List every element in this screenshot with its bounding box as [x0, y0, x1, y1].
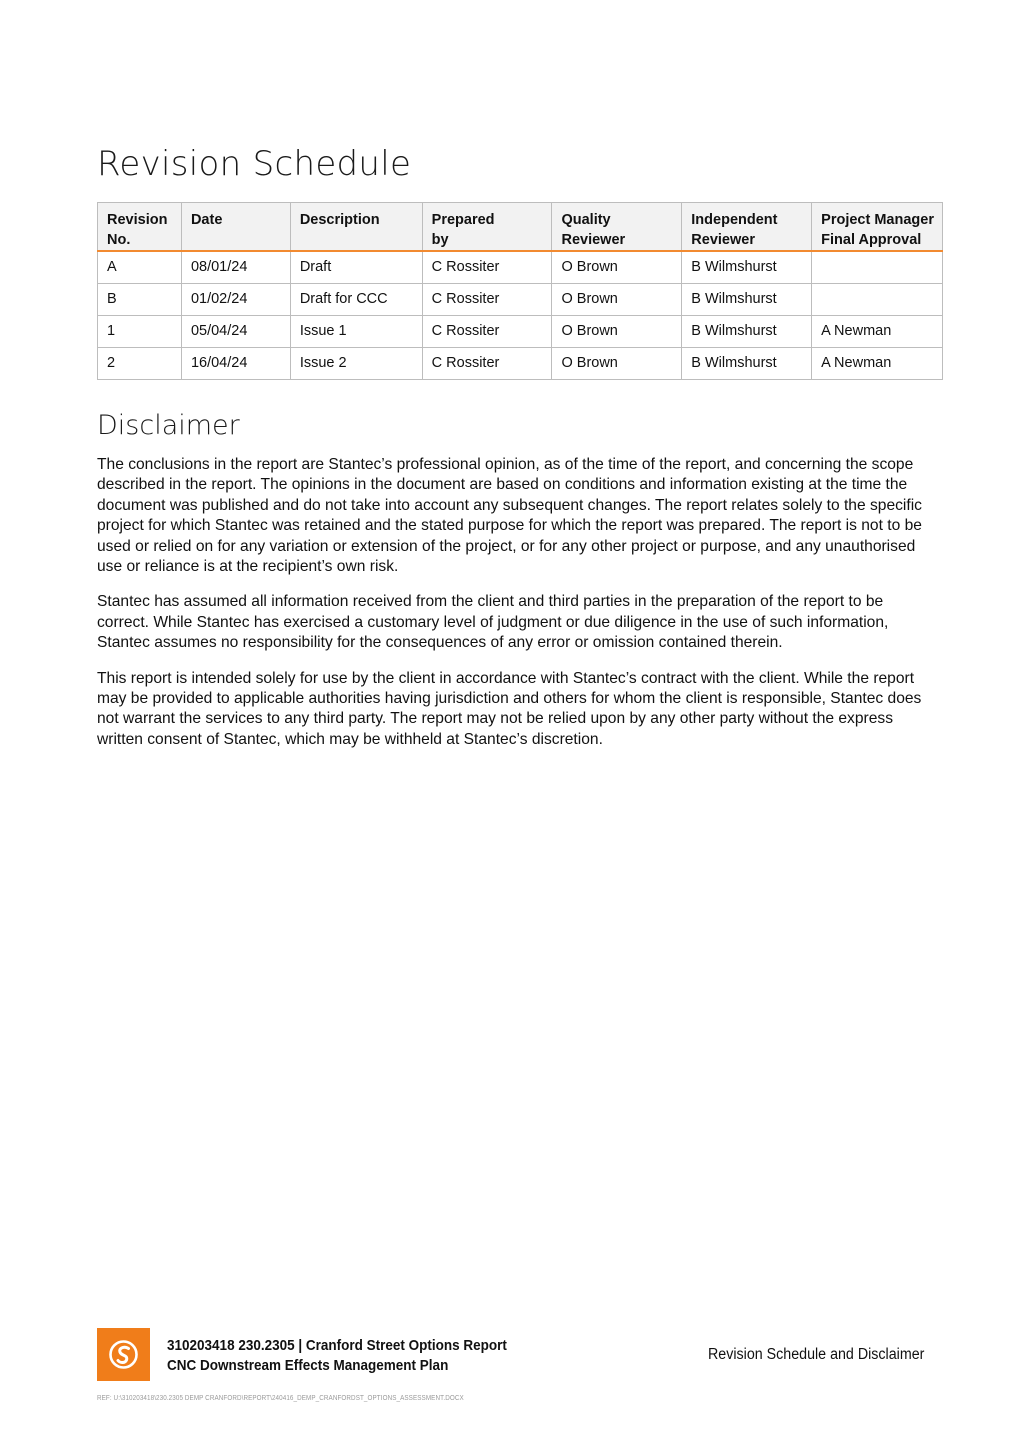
column-header-date: Date	[181, 203, 290, 252]
table-cell: O Brown	[552, 316, 682, 348]
table-cell: O Brown	[552, 348, 682, 380]
table-cell: 1	[98, 316, 182, 348]
table-cell: B Wilmshurst	[682, 251, 812, 284]
table-cell: 01/02/24	[181, 284, 290, 316]
table-cell: C Rossiter	[422, 251, 552, 284]
table-cell: Draft for CCC	[290, 284, 422, 316]
column-header-independent-reviewer: Independent Reviewer	[682, 203, 812, 252]
footer-plan-title: CNC Downstream Effects Management Plan	[167, 1357, 449, 1374]
column-header-quality-reviewer: Quality Reviewer	[552, 203, 682, 252]
footer-file-reference: REF: U:\310203418\230.2305 DEMP CRANFORD\REPORT\240416_DEMP_CRANFORDST_OPTIONS_ASSESSMENT.DOCX	[97, 1395, 464, 1402]
stantec-logo-icon	[97, 1328, 150, 1381]
table-row	[98, 348, 943, 380]
table-cell: O Brown	[552, 284, 682, 316]
column-header-revision-no: Revision No.	[98, 203, 182, 252]
table-header-row	[98, 203, 943, 252]
table-cell: 16/04/24	[181, 348, 290, 380]
table-cell: Issue 2	[290, 348, 422, 380]
table-cell	[812, 251, 943, 284]
table-row	[98, 284, 943, 316]
table-cell: Draft	[290, 251, 422, 284]
page-title: Revision Schedule	[97, 144, 412, 184]
table-cell: 05/04/24	[181, 316, 290, 348]
footer-section-name: Revision Schedule and Disclaimer	[708, 1346, 925, 1363]
table-cell: A	[98, 251, 182, 284]
column-header-project-manager-final-approval: Project Manager Final Approval	[812, 203, 943, 252]
disclaimer-title: Disclaimer	[97, 410, 240, 441]
table-cell: A Newman	[812, 316, 943, 348]
table-cell: B Wilmshurst	[682, 316, 812, 348]
table-cell: 2	[98, 348, 182, 380]
table-cell: C Rossiter	[422, 284, 552, 316]
table-cell: B Wilmshurst	[682, 348, 812, 380]
table-row	[98, 251, 943, 284]
footer-report-title: 310203418 230.2305 | Cranford Street Options Report	[167, 1337, 507, 1354]
revision-schedule-table	[97, 202, 943, 380]
table-cell: C Rossiter	[422, 348, 552, 380]
table-cell: O Brown	[552, 251, 682, 284]
disclaimer-paragraph: This report is intended solely for use by the client in accordance with Stantec’s contract with the client. While the report may be provided to applicable authorities having jurisdiction and others for whom the client is responsible, Stantec does not warrant the services to any third party. The report may not be relied upon by any other party without the express written consent of Stantec, which may be withheld at Stantec’s discretion.	[97, 669, 922, 748]
table-cell	[812, 284, 943, 316]
disclaimer-paragraph: The conclusions in the report are Stantec’s professional opinion, as of the time of the report, and concerning the scope described in the report. The opinions in the document are based on conditions and information existing at the time the document was published and do not take into account any subsequent changes. The report relates solely to the specific project for which Stantec was retained and the stated purpose for which the report was prepared. The report is not to be used or relied on for any variation or extension of the project, or for any other project or purpose, and any unauthorised use or reliance is at the recipient’s own risk.	[97, 456, 922, 576]
column-header-description: Description	[290, 203, 422, 252]
footer-project-info	[167, 1336, 507, 1376]
table-row	[98, 316, 943, 348]
table-cell: A Newman	[812, 348, 943, 380]
table-cell: 08/01/24	[181, 251, 290, 284]
disclaimer-paragraph: Stantec has assumed all information received from the client and third parties in the preparation of the report to be correct. While Stantec has exercised a customary level of judgment or due diligence in the use of such information, Stantec assumes no responsibility for the consequences of any error or omission contained therein.	[97, 593, 889, 652]
disclaimer-body	[97, 455, 935, 765]
table-cell: B Wilmshurst	[682, 284, 812, 316]
logo-mark	[109, 1340, 138, 1369]
table-cell: B	[98, 284, 182, 316]
table-cell: Issue 1	[290, 316, 422, 348]
column-header-prepared-by: Prepared by	[422, 203, 552, 252]
table-cell: C Rossiter	[422, 316, 552, 348]
